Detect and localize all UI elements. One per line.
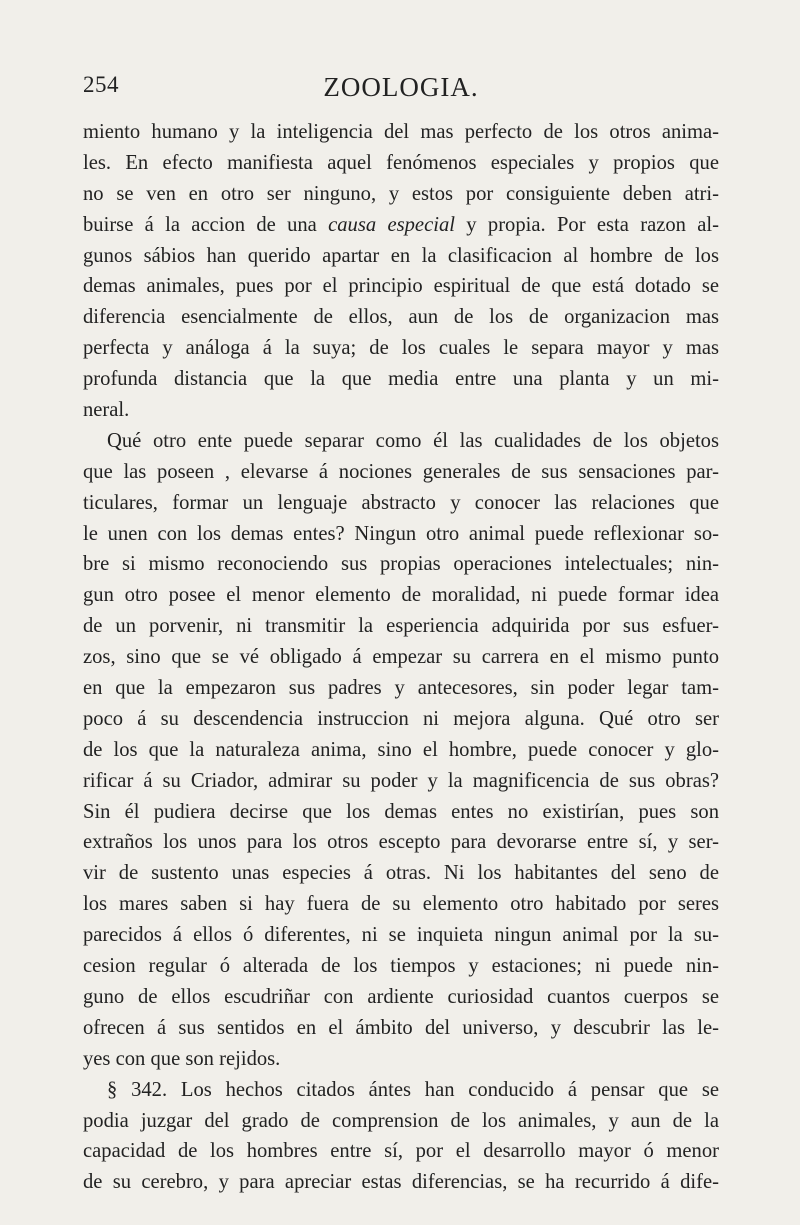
text-line: los mares saben si hay fuera de su elemento otro habitado por seres xyxy=(83,893,719,916)
running-title: ZOOLOGIA. xyxy=(323,72,479,102)
text-line: le unen con los demas entes? Ningun otro animal puede reflexionar so- xyxy=(83,522,719,545)
text-line: neral. xyxy=(83,399,130,422)
text-line: parecidos á ellos ó diferentes, ni se inquieta ningun animal por la su- xyxy=(83,924,719,947)
text-line: perfecta y análoga á la suya; de los cuales le separa mayor y mas xyxy=(83,337,719,360)
text-line-with-italic xyxy=(83,210,719,241)
text-line: que las poseen , elevarse á nociones generales de sus sensaciones par- xyxy=(83,460,719,483)
page-header xyxy=(83,72,719,112)
text-line: bre si mismo reconociendo sus propias operaciones intelectuales; nin- xyxy=(83,553,719,576)
text-line: no se ven en otro ser ninguno, y estos por consiguiente deben atri- xyxy=(83,182,719,205)
text-line: ofrecen á sus sentidos en el ámbito del universo, y descubrir las le- xyxy=(83,1016,719,1039)
text-line: diferencia esencialmente de ellos, aun de los de organizacion mas xyxy=(83,306,719,329)
text-line: gunos sábios han querido apartar en la clasificacion al hombre de los xyxy=(83,244,719,267)
text-line: extraños los unos para los otros escepto para devorarse entre sí, y ser- xyxy=(83,831,719,854)
text-line: gun otro posee el menor elemento de moralidad, ni puede formar idea xyxy=(83,584,719,607)
text-line: poco á su descendencia instruccion ni mejora alguna. Qué otro ser xyxy=(83,707,719,730)
text-line: vir de sustento unas especies á otras. Ni los habitantes del seno de xyxy=(83,862,719,885)
text-line: cesion regular ó alterada de los tiempos y estaciones; ni puede nin- xyxy=(83,955,719,978)
text-line: capacidad de los hombres entre sí, por el desarrollo mayor ó menor xyxy=(83,1140,719,1163)
page-number: 254 xyxy=(83,72,119,97)
text-line: de su cerebro, y para apreciar estas diferencias, se ha recurrido á dife- xyxy=(83,1171,719,1194)
text-line: Sin él pudiera decirse que los demas entes no existirían, pues son xyxy=(83,800,719,823)
section-start-line: § 342. Los hechos citados ántes han conducido á pensar que se xyxy=(107,1078,719,1101)
text-line: podia juzgar del grado de comprension de los animales, y aun de la xyxy=(83,1109,719,1132)
text-line: ticulares, formar un lenguaje abstracto y conocer las relaciones que xyxy=(83,491,719,514)
body-text xyxy=(83,117,719,1198)
text-line: yes con que son rejidos. xyxy=(83,1047,281,1070)
text-line: de un porvenir, ni transmitir la esperiencia adquirida por sus esfuer- xyxy=(83,615,719,638)
text-segment: buirse á la accion de una xyxy=(83,213,329,236)
text-line: demas animales, pues por el principio espiritual de que está dotado se xyxy=(83,275,719,298)
text-segment: y propia. Por esta razon al- xyxy=(454,213,719,236)
italic-phrase: causa especial xyxy=(328,213,455,236)
text-line: en que la empezaron sus padres y antecesores, sin poder legar tam- xyxy=(83,677,719,700)
text-line: profunda distancia que la que media entre una planta y un mi- xyxy=(83,368,719,391)
text-line: les. En efecto manifiesta aquel fenómenos especiales y propios que xyxy=(83,151,719,174)
text-line: zos, sino que se vé obligado á empezar su carrera en el mismo punto xyxy=(83,646,719,669)
text-line: rificar á su Criador, admirar su poder y la magnificencia de sus obras? xyxy=(83,769,719,792)
text-line: miento humano y la inteligencia del mas perfecto de los otros anima- xyxy=(83,121,719,143)
text-line: guno de ellos escudriñar con ardiente curiosidad cuantos cuerpos se xyxy=(83,985,719,1008)
paragraph-start-line: Qué otro ente puede separar como él las cualidades de los objetos xyxy=(107,429,719,452)
text-line: de los que la naturaleza anima, sino el hombre, puede conocer y glo- xyxy=(83,738,719,761)
